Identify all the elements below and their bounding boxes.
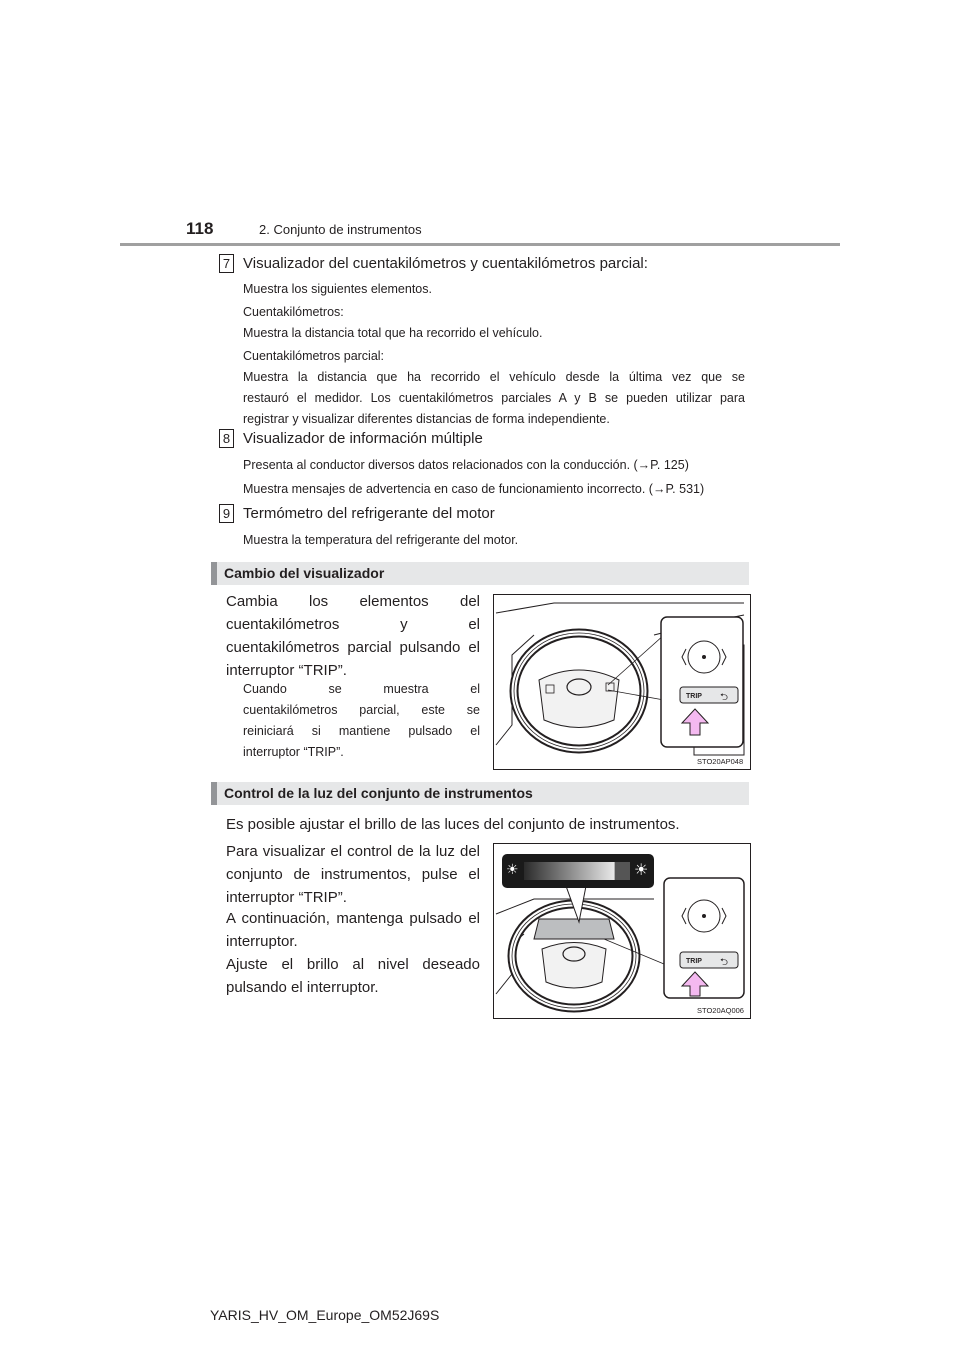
section-title: Cambio del visualizador	[224, 565, 385, 581]
steering-wheel-illustration	[494, 595, 750, 769]
display-note-line: Cuando se muestra el	[243, 682, 480, 696]
display-body-line: interruptor “TRIP”.	[226, 662, 347, 679]
item-8-line: Presenta al conductor diversos datos relacionados con la conducción. (→P. 125)	[243, 458, 689, 472]
item-7-intro: Muestra los siguientes elementos.	[243, 282, 432, 296]
item-9-line: Muestra la temperatura del refrigerante del motor.	[243, 533, 519, 547]
display-body-line: cuentakilómetros parcial pulsando el	[226, 639, 480, 656]
section-label: 2. Conjunto de instrumentos	[259, 222, 422, 237]
sun-dim-icon: ☀	[506, 861, 519, 877]
return-icon: ⮌	[720, 692, 729, 703]
light-para2-line: interruptor.	[226, 933, 298, 950]
light-para1-line: Para visualizar el control de la luz del	[226, 843, 480, 860]
figure-code: STO20AP048	[697, 757, 744, 766]
item-8-line: Muestra mensajes de advertencia en caso de funcionamiento incorrecto. (→P. 531)	[243, 482, 705, 496]
item-8-title: Visualizador de información múltiple	[243, 430, 483, 447]
light-para2-line: A continuación, mantenga pulsado el	[226, 910, 480, 927]
section-accent	[211, 562, 217, 585]
display-note-line: cuentakilómetros parcial, este se	[243, 703, 480, 717]
light-para2-line: pulsando el interruptor.	[226, 979, 379, 996]
section-title: Control de la luz del conjunto de instrumentos	[224, 785, 533, 801]
display-note-line: reiniciará si mantiene pulsado el	[243, 724, 480, 738]
display-body-line: Cambia los elementos del	[226, 593, 480, 610]
header-rule	[120, 243, 840, 246]
trip-description-line: registrar y visualizar diferentes distancias de forma independiente.	[243, 412, 610, 426]
light-intro: Es posible ajustar el brillo de las luces del conjunto de instrumentos.	[226, 816, 680, 833]
figure-brightness-control	[493, 843, 751, 1019]
sun-bright-icon: ☀	[634, 862, 649, 879]
section-header-light	[211, 782, 749, 805]
trip-description-line: restauró el medidor. Los cuentakilómetros parciales A y B se pueden utilizar para	[243, 391, 745, 405]
section-accent	[211, 782, 217, 805]
return-icon: ⮌	[720, 957, 729, 968]
section-header-display	[211, 562, 749, 585]
light-para1-line: interruptor “TRIP”.	[226, 889, 347, 906]
figure-code: STO20AQ006	[697, 1006, 744, 1015]
item-number-8: 8	[219, 429, 234, 448]
odometer-label: Cuentakilómetros:	[243, 305, 344, 319]
trip-button-label: TRIP	[686, 693, 702, 700]
display-note-line: interruptor “TRIP”.	[243, 745, 344, 759]
item-7-title: Visualizador del cuentakilómetros y cuentakilómetros parcial:	[243, 255, 648, 272]
figure-trip-switch	[493, 594, 751, 770]
light-para2-line: Ajuste el brillo al nivel deseado	[226, 956, 480, 973]
brightness-illustration	[494, 844, 750, 1018]
odometer-description: Muestra la distancia total que ha recorrido el vehículo.	[243, 326, 543, 340]
trip-description-line: Muestra la distancia que ha recorrido el vehículo desde la última vez que se	[243, 370, 745, 384]
item-number-9: 9	[219, 504, 234, 523]
trip-button-label: TRIP	[686, 958, 702, 965]
page-number: 118	[186, 219, 214, 238]
item-number-7: 7	[219, 254, 234, 273]
item-9-title: Termómetro del refrigerante del motor	[243, 505, 495, 522]
footer-doc-id: YARIS_HV_OM_Europe_OM52J69S	[210, 1307, 440, 1323]
display-body-line: cuentakilómetros y el	[226, 616, 480, 633]
trip-label: Cuentakilómetros parcial:	[243, 349, 385, 363]
light-para1-line: conjunto de instrumentos, pulse el	[226, 866, 480, 883]
